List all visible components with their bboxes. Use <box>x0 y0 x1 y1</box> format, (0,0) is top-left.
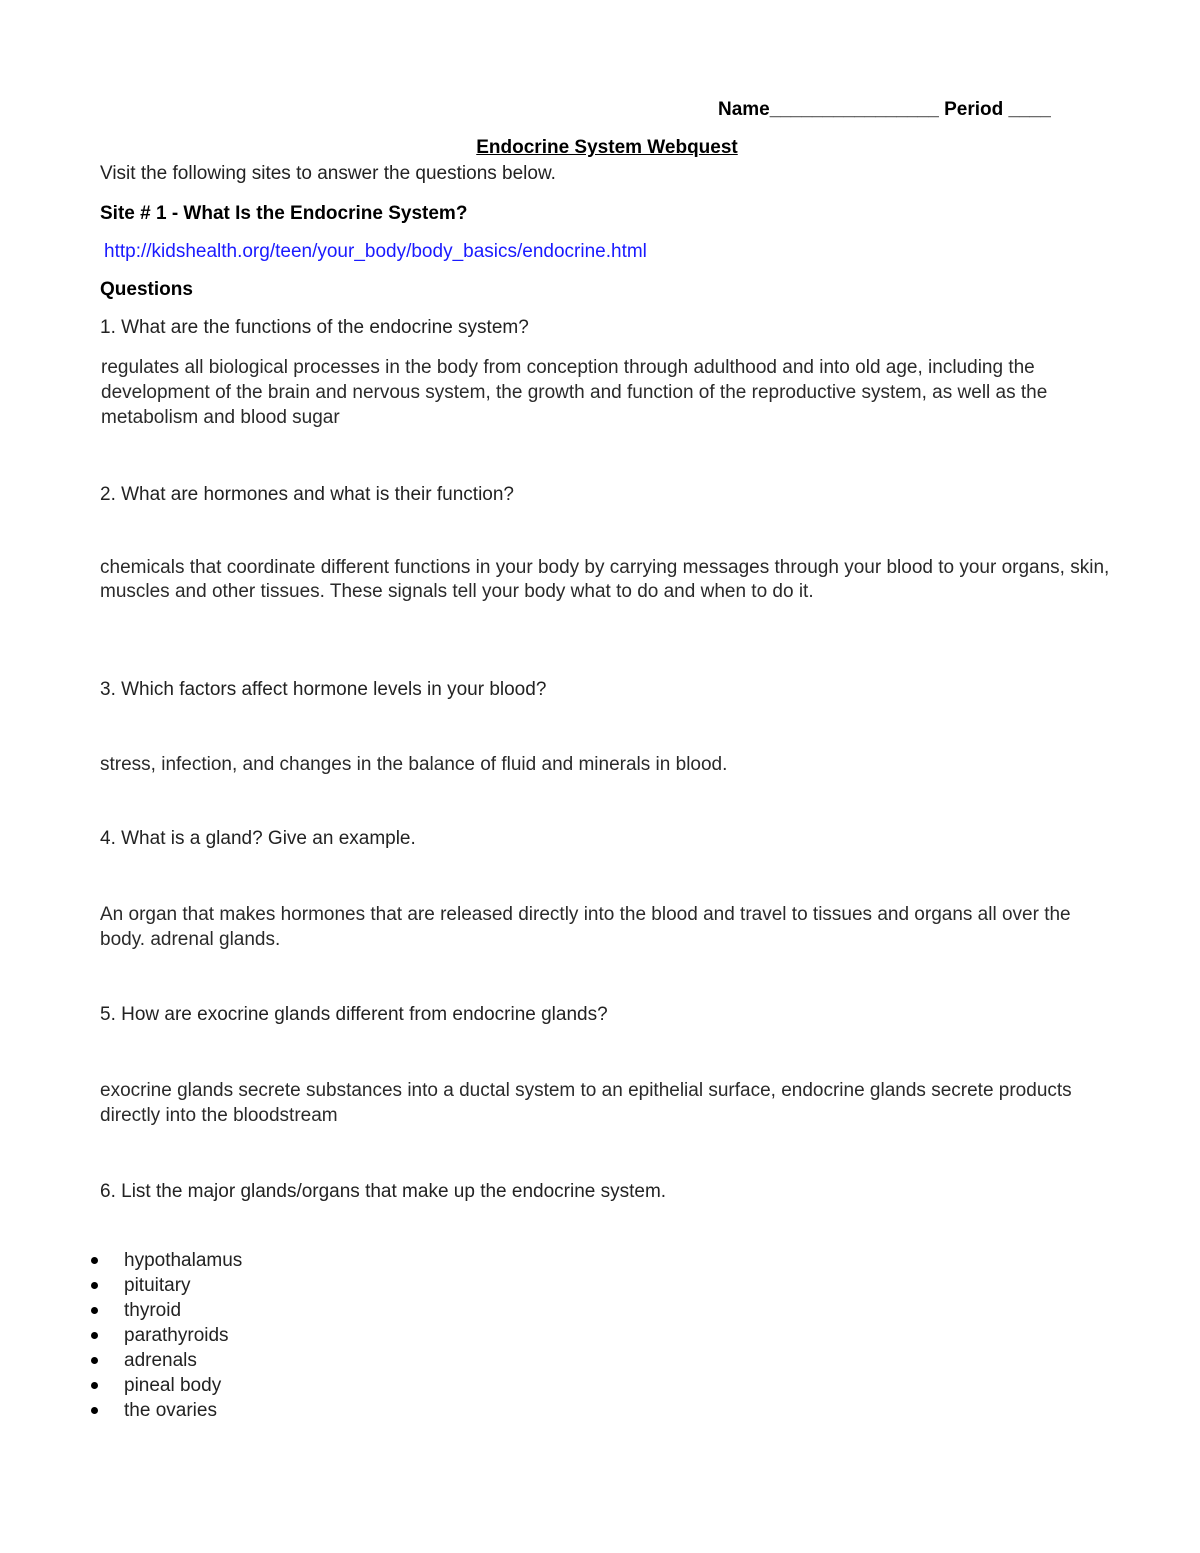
bullet-icon <box>91 1382 98 1389</box>
gland-list-item <box>90 1248 242 1273</box>
question-4: 4. What is a gland? Give an example. <box>100 828 416 849</box>
bullet-icon <box>91 1282 98 1289</box>
answer-1: regulates all biological processes in the body from conception through adulthood and into old age, including the development of the brain and nervous system, the growth and function of the reproductive system, as well as the metabolism and blood sugar <box>101 357 1048 428</box>
question-3: 3. Which factors affect hormone levels in your blood? <box>100 679 547 700</box>
gland-name: the ovaries <box>124 1400 217 1421</box>
question-1: 1. What are the functions of the endocrine system? <box>100 317 529 338</box>
gland-list-item <box>90 1398 242 1423</box>
gland-name: adrenals <box>124 1350 197 1371</box>
gland-list <box>90 1248 242 1423</box>
question-6: 6. List the major glands/organs that make up the endocrine system. <box>100 1181 667 1202</box>
questions-heading: Questions <box>100 279 193 300</box>
bullet-icon <box>91 1307 98 1314</box>
gland-name: parathyroids <box>124 1325 229 1346</box>
intro-text: Visit the following sites to answer the questions below. <box>100 163 556 184</box>
question-5: 5. How are exocrine glands different from endocrine glands? <box>100 1004 608 1025</box>
gland-list-item <box>90 1373 242 1398</box>
gland-name: pituitary <box>124 1275 191 1296</box>
name-period-line: Name________________ Period ____ <box>718 99 1051 120</box>
site-link[interactable]: http://kidshealth.org/teen/your_body/body_basics/endocrine.html <box>104 241 647 262</box>
bullet-icon <box>91 1257 98 1264</box>
gland-list-item <box>90 1323 242 1348</box>
gland-name: thyroid <box>124 1300 182 1321</box>
answer-3: stress, infection, and changes in the balance of fluid and minerals in blood. <box>100 754 728 775</box>
answer-5: exocrine glands secrete substances into a ductal system to an epithelial surface, endocrine glands secrete products directly into the bloodstream <box>100 1080 1072 1126</box>
document-title: Endocrine System Webquest <box>476 137 738 158</box>
bullet-icon <box>91 1332 98 1339</box>
bullet-icon <box>91 1407 98 1414</box>
gland-name: hypothalamus <box>124 1250 243 1271</box>
gland-list-item <box>90 1348 242 1373</box>
answer-4: An organ that makes hormones that are released directly into the blood and travel to tissues and organs all over the body. adrenal glands. <box>100 904 1071 950</box>
gland-name: pineal body <box>124 1375 222 1396</box>
question-2: 2. What are hormones and what is their function? <box>100 484 515 505</box>
gland-list-item <box>90 1298 242 1323</box>
bullet-icon <box>91 1357 98 1364</box>
gland-list-item <box>90 1273 242 1298</box>
answer-2: chemicals that coordinate different functions in your body by carrying messages through your blood to your organs, skin, muscles and other tissues. These signals tell your body what to do and when to do it. <box>100 557 1110 602</box>
site-heading: Site # 1 - What Is the Endocrine System? <box>100 203 468 224</box>
